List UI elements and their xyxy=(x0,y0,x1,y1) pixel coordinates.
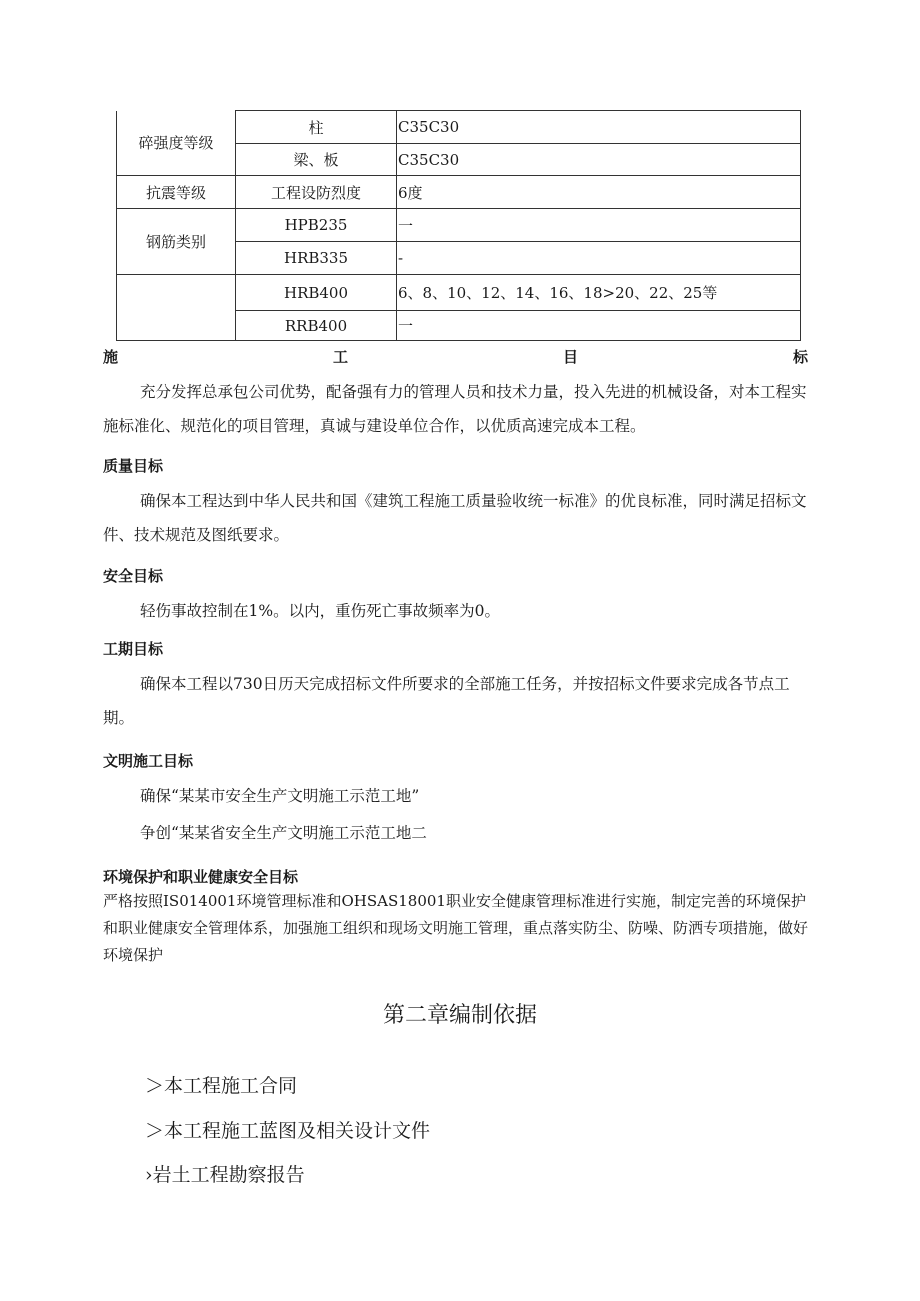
table-cell-value: 一 xyxy=(397,209,801,242)
heading-char: 标 xyxy=(792,348,808,366)
safety-paragraph: 轻伤事故控制在1%。以内，重伤死亡事故频率为0。 xyxy=(140,602,500,620)
schedule-heading: 工期目标 xyxy=(103,640,164,658)
civil-line-2: 争创“某某省安全生产文明施工示范工地二 xyxy=(140,824,427,842)
chapter-title: 第二章编制依据 xyxy=(382,1003,537,1028)
table-cell-group: 抗震等级 xyxy=(117,176,236,209)
table-cell-value: 6、8、10、12、14、16、18>20、22、25等 xyxy=(397,275,801,311)
basis-item: ›岩土工程勘察报告 xyxy=(145,1164,305,1186)
safety-heading: 安全目标 xyxy=(103,567,164,585)
table-cell-group: 碎强度等级 xyxy=(117,111,236,176)
table-cell-value: 6度 xyxy=(397,176,801,209)
table-cell-item: HRB335 xyxy=(236,242,397,275)
quality-heading: 质量目标 xyxy=(103,457,164,475)
table-cell-value: - xyxy=(397,242,801,275)
table-cell-item: 梁、板 xyxy=(236,144,397,176)
heading-char: 工 xyxy=(332,348,348,366)
table-cell-value: C35C30 xyxy=(397,111,801,144)
civil-line-1: 确保“某某市安全生产文明施工示范工地” xyxy=(140,787,420,805)
spec-table xyxy=(116,110,801,341)
table-cell-item: HPB235 xyxy=(236,209,397,242)
table-row xyxy=(117,209,801,242)
table-cell-group xyxy=(117,275,236,341)
table-cell-value: C35C30 xyxy=(397,144,801,176)
table-row xyxy=(117,275,801,311)
table-row xyxy=(117,176,801,209)
schedule-paragraph: 确保本工程以730日历天完成招标文件所要求的全部施工任务，并按招标文件要求完成各节点工期。 xyxy=(103,675,790,727)
basis-item: ＞本工程施工合同 xyxy=(145,1075,298,1097)
env-heading: 环境保护和职业健康安全目标 xyxy=(103,868,299,886)
table-cell-group: 钢筋类别 xyxy=(117,209,236,275)
construction-goal-heading xyxy=(103,346,808,367)
heading-char: 施 xyxy=(103,348,119,366)
table-cell-item: HRB400 xyxy=(236,275,397,311)
table-cell-value: 一 xyxy=(397,311,801,341)
civil-heading: 文明施工目标 xyxy=(103,752,194,770)
table-cell-item: 柱 xyxy=(236,111,397,144)
env-paragraph: 严格按照IS014001环境管理标准和OHSAS18001职业安全健康管理标准进行实施，制定完善的环境保护和职业健康安全管理体系，加强施工组织和现场文明施工管理，重点落实防尘、防噪、防洒专项措施，做好环境保护 xyxy=(103,892,809,964)
goal-paragraph: 充分发挥总承包公司优势，配备强有力的管理人员和技术力量，投入先进的机械设备，对本工程实施标准化、规范化的项目管理，真诚与建设单位合作，以优质高速完成本工程。 xyxy=(103,383,807,435)
table-cell-item: 工程设防烈度 xyxy=(236,176,397,209)
table-cell-item: RRB400 xyxy=(236,311,397,341)
quality-paragraph: 确保本工程达到中华人民共和国《建筑工程施工质量验收统一标准》的优良标准，同时满足招标文件、技术规范及图纸要求。 xyxy=(103,492,807,544)
basis-item: ＞本工程施工蓝图及相关设计文件 xyxy=(145,1120,431,1142)
heading-char: 目 xyxy=(562,348,578,366)
table-row xyxy=(117,111,801,144)
